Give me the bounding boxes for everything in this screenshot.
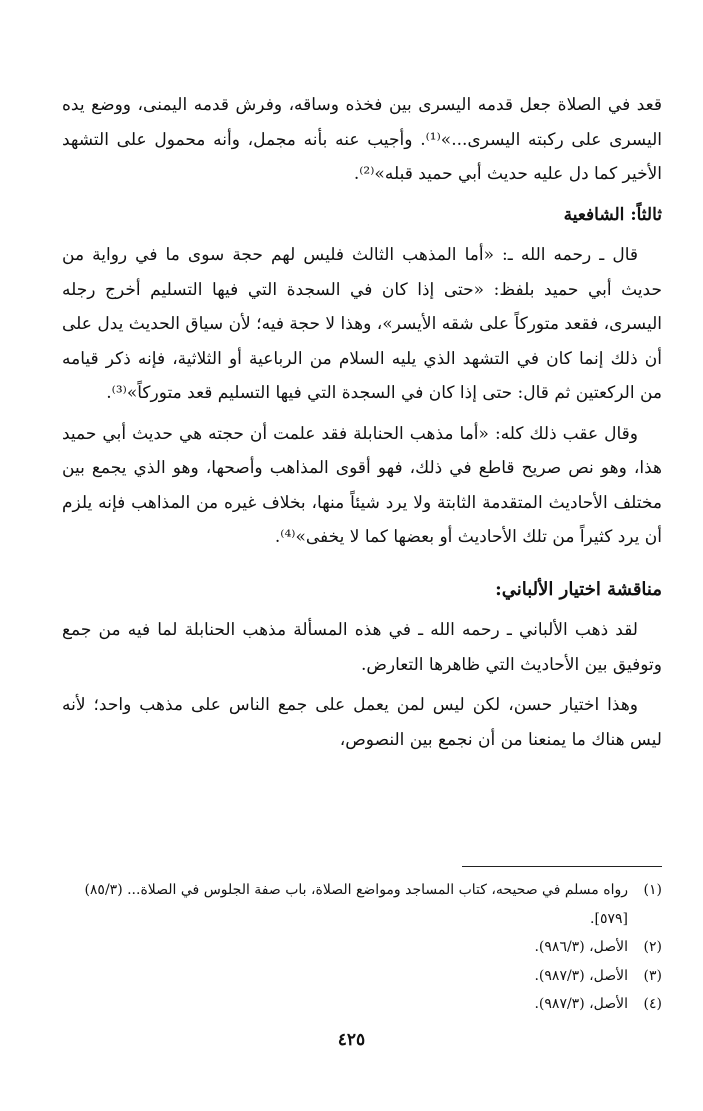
footnote-number: (٢) (643, 939, 662, 955)
footnote-separator (462, 866, 662, 867)
paragraph-continuation: قعد في الصلاة جعل قدمه اليسرى بين فخذه وساقه، وفرش قدمه اليمنى، ووضع يده اليسرى على ركبته اليسرى...»⁽¹⁾. وأجيب عنه بأنه مجمل، وأنه محمول على التشهد الأخير كما دل عليه حديث أبي حميد قبله»⁽²⁾. (62, 95, 662, 184)
footnote (62, 962, 662, 991)
footnote (62, 933, 662, 962)
paragraph-discussion: وهذا اختيار حسن، لكن ليس لمن يعمل على جمع الناس على مذهب واحد؛ لأنه ليس هناك ما يمنعنا من أن نجمع بين النصوص، (62, 695, 662, 750)
footnote-number: (٤) (643, 996, 662, 1012)
section-heading-albani: مناقشة اختيار الألباني: (495, 578, 662, 600)
footnote-number: (١) (643, 882, 662, 898)
footnotes (62, 876, 662, 1019)
paragraph-albani-choice: لقد ذهب الألباني ـ رحمه الله ـ في هذه المسألة مذهب الحنابلة لما فيه من جمع وتوفيق بين الأحاديث التي ظاهرها التعارض. (62, 620, 662, 675)
paragraph-hanabila-quote: وقال عقب ذلك كله: «أما مذهب الحنابلة فقد علمت أن حجته هي حديث أبي حميد هذا، وهو نص صريح قاطع في ذلك، فهو أقوى المذاهب وأصحها، وهو الذي يجمع بين مختلف الأحاديث المتقدمة الثابتة ولا يرد شيئاً منها، بخلاف غيره من المذاهب فإنه يلزم أن يرد كثيراً من تلك الأحاديث أو بعضها كما لا يخفى»⁽⁴⁾. (62, 423, 662, 547)
page-number: ٤٢٥ (337, 1030, 366, 1050)
footnote-text: الأصل، (٩٨٦/٣). (534, 939, 628, 955)
footnote (62, 990, 662, 1019)
footnote-text: رواه مسلم في صحيحه، كتاب المساجد ومواضع الصلاة، باب صفة الجلوس في الصلاة... (٨٥/٣) [٥٧٩]. (84, 882, 628, 927)
footnote-number: (٣) (643, 967, 662, 984)
footnote-text: الأصل، (٩٨٧/٣). (534, 967, 628, 984)
section-heading-shafiiyya: ثالثاً: الشافعية (563, 204, 662, 225)
footnote-text: الأصل، (٩٨٧/٣). (534, 996, 628, 1012)
paragraph-shafii-quote: قال ـ رحمه الله ـ: «أما المذهب الثالث فليس لهم حجة سوى ما في رواية من حديث أبي حميد بلفظ: «حتى إذا كان في السجدة التي فيها التسليم أخرج رجله اليسرى، فقعد متوركاً على شقه الأيسر»، وهذا لا حجة فيه؛ لأن سياق الحديث يدل على أن ذلك إنما كان في التشهد الذي يليه السلام من الرباعية أو الثلاثية، فإنه ذكر قيامه من الركعتين ثم قال: حتى إذا كان في السجدة التي فيها التسليم قعد متوركاً»⁽³⁾. (62, 245, 662, 403)
footnote (62, 876, 662, 933)
main-text (62, 88, 662, 763)
